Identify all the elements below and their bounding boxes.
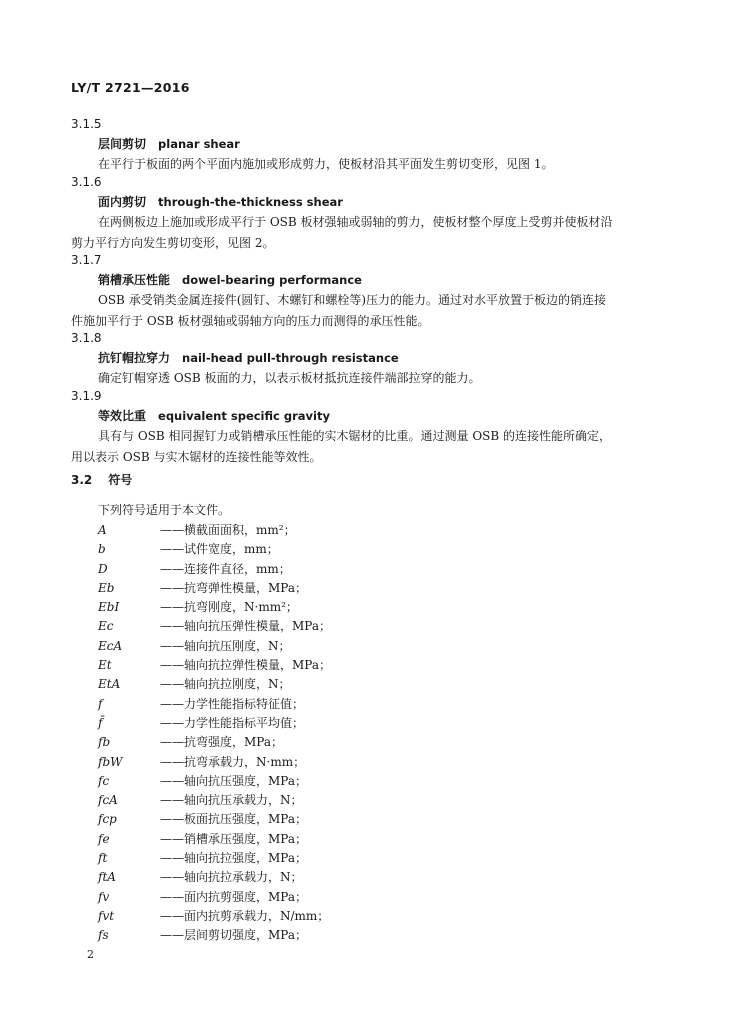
term-title-zh: 面内剪切 (98, 195, 147, 209)
term-title (98, 348, 671, 368)
symbol: A (98, 523, 107, 537)
symbol-description: ——力学性能指标平均值； (160, 715, 305, 730)
symbol: ftA (98, 870, 116, 885)
clause-number: 3.1.5 (71, 117, 102, 131)
symbol-row (98, 521, 331, 540)
symbol: Ec (98, 619, 114, 634)
term-title-en: through-the-thickness shear (158, 195, 343, 209)
symbol-description: ——抗弯刚度，N·mm²； (160, 600, 298, 615)
section-title: 符号 (108, 473, 133, 487)
symbol-description: ——面内抗剪强度，MPa； (160, 889, 307, 904)
symbol-description: ——销槽承压强度，MPa； (160, 831, 307, 846)
page-number: 2 (87, 948, 94, 961)
symbol-row (98, 907, 331, 926)
symbol: f̄ (98, 715, 103, 730)
term-title (98, 192, 671, 212)
symbol-row (98, 560, 331, 579)
symbol: fe (98, 831, 110, 846)
symbol-description: ——层间剪切强度，MPa； (160, 928, 307, 943)
symbol-description: ——板面抗压强度，MPa； (160, 812, 307, 827)
symbol: EcA (98, 638, 123, 653)
symbol-row (98, 888, 331, 907)
symbol-row (98, 926, 331, 945)
symbol: Eb (98, 580, 115, 595)
section-number: 3.2 (71, 473, 93, 487)
symbol: fcA (98, 793, 118, 808)
symbol-row (98, 772, 331, 791)
symbol-description: ——轴向抗拉强度，MPa； (160, 851, 307, 866)
symbol: fs (98, 928, 109, 943)
symbol-description: ——轴向抗压承载力，N； (160, 793, 303, 808)
symbol-row (98, 733, 331, 752)
symbol-row (98, 791, 331, 810)
symbol-row (98, 617, 331, 636)
symbol-list (98, 521, 331, 946)
symbol: b (98, 542, 106, 557)
term-definition-line-2: 用以表示 OSB 与实木锯材的连接性能等效性。 (71, 450, 322, 464)
symbol: EbI (98, 600, 120, 615)
symbol-row (98, 695, 331, 714)
term-3-1-9 (71, 386, 671, 468)
symbol-row (98, 868, 331, 887)
symbol: fb (98, 735, 111, 750)
symbol-row (98, 656, 331, 675)
symbol-row (98, 637, 331, 656)
term-definition-line-2: 件施加平行于 OSB 板材强轴或弱轴方向的压力而测得的承压性能。 (71, 314, 430, 328)
symbol-row (98, 598, 331, 617)
symbol: EtA (98, 677, 121, 692)
symbol-description: ——面内抗剪承载力，N/mm； (160, 908, 330, 923)
term-definition-line-1: 具有与 OSB 相同握钉力或销槽承压性能的实木锯材的比重。通过测量 OSB 的连接性能所确定， (98, 429, 612, 443)
term-title-zh: 层间剪切 (98, 137, 147, 151)
symbol: Et (98, 658, 112, 673)
symbol-description: ——连接件直径，mm； (160, 561, 291, 576)
symbol: D (98, 561, 108, 576)
term-title (98, 270, 671, 290)
symbol-row (98, 675, 331, 694)
term-definition: 确定钉帽穿透 OSB 板面的力，以表示板材抵抗连接件端部拉穿的能力。 (98, 371, 481, 385)
symbol-row (98, 810, 331, 829)
symbol: fcp (98, 812, 117, 827)
symbols-intro: 下列符号适用于本文件。 (98, 503, 231, 517)
symbol-description: ——轴向抗压弹性模量，MPa； (160, 619, 331, 634)
term-title-en: dowel-bearing performance (182, 273, 362, 287)
symbol: fv (98, 889, 110, 904)
term-definition-line-1: 在两侧板边上施加或形成平行于 OSB 板材强轴或弱轴的剪力，使板材整个厚度上受剪并使板材沿 (98, 215, 613, 229)
term-title-zh: 等效比重 (98, 409, 147, 423)
symbol-description: ——轴向抗拉弹性模量，MPa； (160, 658, 331, 673)
clause-number: 3.1.8 (71, 331, 102, 345)
document-code-header: LY/T 2721—2016 (71, 80, 190, 95)
symbol-description: ——抗弯承载力，N·mm； (160, 754, 306, 769)
symbol-row (98, 714, 331, 733)
term-definition-line-1: OSB 承受销类金属连接件(圆钉、木螺钉和螺栓等)压力的能力。通过对水平放置于板边的销连接 (98, 293, 607, 307)
term-title-en: nail-head pull-through resistance (182, 351, 399, 365)
symbol-row (98, 753, 331, 772)
symbol: fvt (98, 908, 115, 923)
symbol-row (98, 849, 331, 868)
term-title-zh: 销槽承压性能 (98, 273, 171, 287)
symbol: fbW (98, 754, 123, 769)
symbol-description: ——抗弯弹性模量，MPa； (160, 580, 307, 595)
symbol-description: ——抗弯强度，MPa； (160, 735, 283, 750)
symbol: f (98, 696, 103, 711)
symbol-row (98, 579, 331, 598)
symbol-description: ——轴向抗拉承载力，N； (160, 870, 303, 885)
term-definition: 在平行于板面的两个平面内施加或形成剪力，使板材沿其平面发生剪切变形，见图 1。 (98, 157, 554, 171)
term-3-1-7 (71, 250, 671, 332)
clause-number: 3.1.9 (71, 389, 102, 403)
symbol-description: ——轴向抗压强度，MPa； (160, 773, 307, 788)
term-3-1-6 (71, 172, 671, 254)
section-heading (71, 470, 132, 490)
symbol-description: ——试件宽度，mm； (160, 542, 279, 557)
term-title (98, 406, 671, 426)
term-3-1-8 (71, 328, 671, 389)
symbol-row (98, 830, 331, 849)
term-title (98, 134, 671, 154)
term-3-1-5 (71, 114, 671, 175)
symbol-description: ——轴向抗压刚度，N； (160, 638, 291, 653)
symbol-description: ——力学性能指标特征值； (160, 696, 305, 711)
symbol: ft (98, 851, 108, 866)
term-title-en: equivalent specific gravity (158, 409, 330, 423)
term-title-en: planar shear (158, 137, 240, 151)
term-definition-line-2: 剪力平行方向发生剪切变形，见图 2。 (71, 236, 275, 250)
symbol: fc (98, 773, 110, 788)
symbol-description: ——轴向抗拉刚度，N； (160, 677, 291, 692)
clause-number: 3.1.6 (71, 175, 102, 189)
symbol-row (98, 540, 331, 559)
term-title-zh: 抗钉帽拉穿力 (98, 351, 171, 365)
symbol-description: ——横截面面积，mm²； (160, 523, 296, 537)
clause-number: 3.1.7 (71, 253, 102, 267)
